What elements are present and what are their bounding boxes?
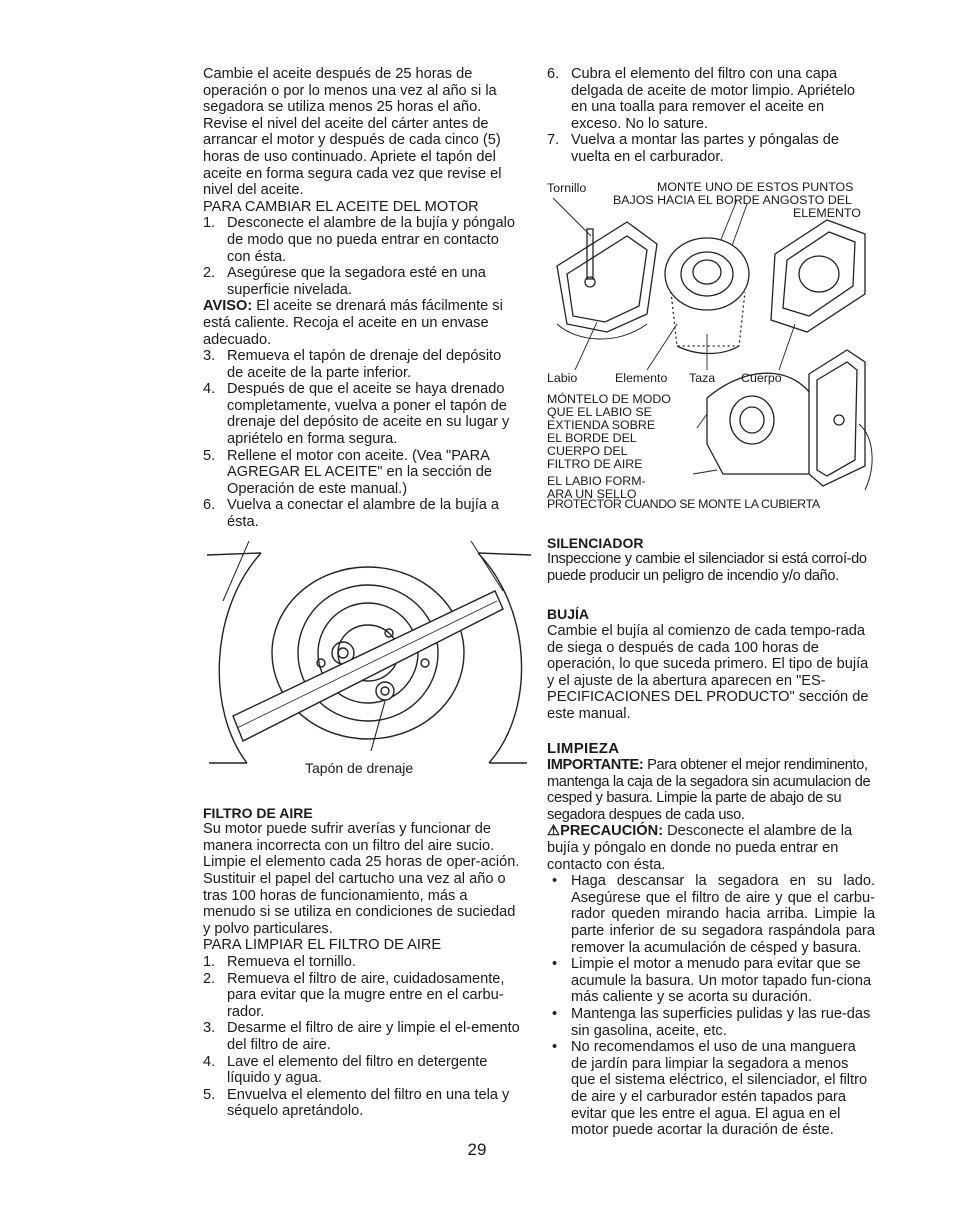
protector-caption: PROTECTOR CUANDO SE MONTE LA CUBIERTA <box>547 496 820 511</box>
oil-steps-b <box>203 348 521 531</box>
aviso-note: AVISO: El aceite se drenará más fácilmente si está caliente. Recoja el aceite en un envase adecuado. <box>203 298 503 348</box>
oil-change-heading: PARA CAMBIAR EL ACEITE DEL MOTOR <box>203 198 479 215</box>
cleaning-bullets <box>547 873 875 1139</box>
clean-step: 5. Envuelva el elemento del filtro en una tela y séquelo apretándolo. <box>203 1086 510 1120</box>
filter-steps-cont <box>547 66 875 166</box>
left-column <box>203 66 521 1120</box>
oil-change-intro: Cambie el aceite después de 25 horas de operación o por lo menos una vez al año si la segadora se utiliza menos 25 horas el año. Revise el nivel del aceite del cárter antes de arrancar el motor y después de cada cinco (5) horas de uso continuado. Apriete el tapón del aceite en forma segura cada vez que revise el nivel del aceite. <box>203 66 502 199</box>
cleaning-bullet: • Haga descansar la segadora en su lado. Asegúrese que el filtro de aire y que el carbu-rador queden mirando hacia arriba. Limpie la parte inferior de su segadora raspándola para remover la acumulación de césped y basura. <box>552 873 875 956</box>
labio-form-line: ARA UN SELLO <box>547 486 637 501</box>
clean-filter-steps <box>203 954 521 1120</box>
clean-step: 4. Lave el elemento del filtro en detergente líquido y agua. <box>203 1053 488 1087</box>
clean-step: 2. Remueva el filtro de aire, cuidadosamente, para evitar que la mugre entre en el carbu-rador. <box>203 970 505 1020</box>
elemento-label: Elemento <box>615 370 668 385</box>
oil-step: 1. Desconecte el alambre de la bujía y póngalo de modo que no pueda entrar en contacto con ésta. <box>203 215 516 265</box>
air-filter-text: Su motor puede sufrir averías y funcionar de manera incorrecta con un filtro del aire sucio. Limpie el elemento cada 25 horas de oper-ación. Sustituir el papel del cartucho una vez al año o tras 100 horas de funcionamiento, más a menudo si se utiliza en condiciones de suciedad y polvo particulares. <box>203 821 520 937</box>
page-number: 29 <box>467 1140 487 1159</box>
oil-step: 2. Asegúrese que la segadora esté en una superficie nivelada. <box>203 265 486 298</box>
mower-deck-drawing <box>203 541 533 777</box>
filter-step: 6. Cubra el elemento del filtro con una capa delgada de aceite de motor limpio. Apriételo en una toalla para remover el aceite en exceso. No lo sature. <box>547 66 855 132</box>
bujia-text: Cambie el bujía al comienzo de cada tempo-rada de siega o después de cada 100 horas de operación, lo que suceda primero. El tipo de bujía y el ajuste de la abertura aparecen en "ES-PECIFICACIONES DEL PRODUCTO" sección de este manual. <box>547 622 869 722</box>
labio-form-line: EL LABIO FORM- <box>547 473 646 488</box>
limpieza-heading: LIMPIEZA <box>547 739 620 757</box>
montelo-line: FILTRO DE AIRE <box>547 456 643 471</box>
monte-line-3: ELEMENTO <box>793 205 861 220</box>
montelo-line: MÓNTELO DE MODO <box>547 391 671 406</box>
monte-line-1: MONTE UNO DE ESTOS PUNTOS <box>657 179 854 194</box>
oil-steps-a <box>203 215 521 298</box>
taza-label: Taza <box>689 370 716 385</box>
bujia-heading: BUJÍA <box>547 606 590 623</box>
clean-step: 1. Remueva el tornillo. <box>203 953 356 970</box>
warning-triangle-icon: ⚠ <box>547 823 561 840</box>
tornillo-label: Tornillo <box>547 180 587 195</box>
oil-step: 3. Remueva el tapón de drenaje del depósito de aceite de la parte inferior. <box>203 348 502 381</box>
aviso-label: AVISO: <box>203 298 253 315</box>
clean-filter-heading: PARA LIMPIAR EL FILTRO DE AIRE <box>203 937 442 954</box>
importante-label: IMPORTANTE: <box>547 757 644 774</box>
cuerpo-label: Cuerpo <box>741 370 782 385</box>
oil-step: 6. Vuelva a conectar el alambre de la bujía a ésta. <box>203 497 500 531</box>
labio-label: Labio <box>547 370 578 385</box>
silenciador-heading: SILENCIADOR <box>547 534 644 551</box>
cleaning-bullet: • Limpie el motor a menudo para evitar que se acumule la basura. Un motor tapado fun-ciona más caliente y se acorta su duración. <box>552 956 872 1006</box>
right-column <box>547 66 875 1139</box>
cleaning-bullet: • Mantenga las superficies pulidas y las rue-das sin gasolina, aceite, etc. <box>552 1006 871 1039</box>
montelo-line: EXTIENDA SOBRE <box>547 417 656 432</box>
montelo-line: CUERPO DEL <box>547 443 628 458</box>
oil-step: 4. Después de que el aceite se haya drenado completamente, vuelva a poner el tapón de drenaje del depósito de aceite en su lugar y apriételo en forma segura. <box>203 381 510 448</box>
drain-plug-illustration <box>203 541 521 777</box>
oil-step: 5. Rellene el motor con aceite. (Vea "PARA AGREGAR EL ACEITE" en la sección de Operación de este manual.) <box>203 447 493 497</box>
monte-line-2: BAJOS HACIA EL BORDE ANGOSTO DEL <box>613 192 852 207</box>
importante-note: IMPORTANTE: Para obtener el mejor rendiminento, mantenga la caja de la segadora sin acumulacion de cesped y basura. Limpie la parte de abajo de su segadora despues de cada uso. <box>547 757 871 823</box>
silenciador-text: Inspeccione y cambie el silenciador si está corroí-do puede producir un peligro de incendio y/o daño. <box>547 551 867 584</box>
drain-plug-label: Tapón de drenaje <box>305 759 414 776</box>
precaucion-note: ⚠PRECAUCIÓN: Desconecte el alambre de la bujía y póngalo en donde no pueda entrar en contacto con ésta. <box>547 823 853 873</box>
cleaning-bullet: • No recomendamos el uso de una manguera de jardín para limpiar la segadora a menos que el sistema eléctrico, el silenciador, el filtro de aire y el carburador estén tapados para evitar que les entre el agua. El agua en el motor puede acortar la duración de éste. <box>552 1039 868 1139</box>
precaucion-label: PRECAUCIÓN: <box>560 823 664 840</box>
montelo-line: QUE EL LABIO SE <box>547 404 652 419</box>
montelo-line: EL BORDE DEL <box>547 430 637 445</box>
clean-step: 3. Desarme el filtro de aire y limpie el el-emento del filtro de aire. <box>203 1020 520 1053</box>
air-filter-heading: FILTRO DE AIRE <box>203 804 313 821</box>
air-filter-diagram <box>547 174 875 500</box>
filter-step: 7. Vuelva a montar las partes y póngalas de vuelta en el carburador. <box>547 132 839 165</box>
